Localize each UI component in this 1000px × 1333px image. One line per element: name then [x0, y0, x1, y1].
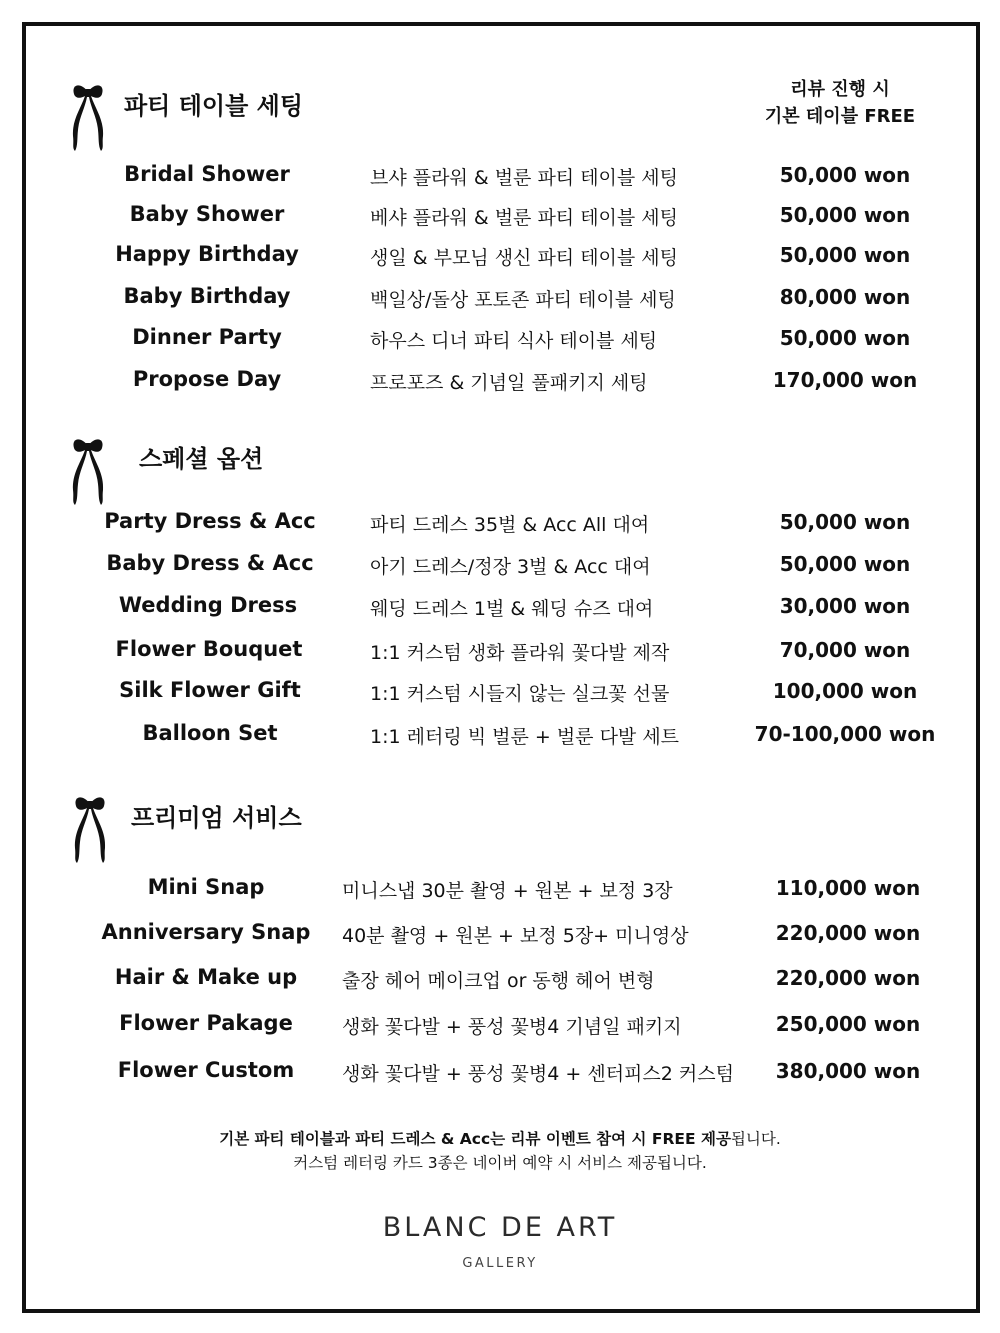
item-desc: 생화 꽃다발 + 풍성 꽃병4 + 센터피스2 커스텀 — [342, 1063, 734, 1085]
item-name: Flower Bouquet — [115, 637, 303, 661]
menu-row — [0, 875, 1000, 907]
section-special-options — [66, 434, 110, 506]
section-title: 파티 테이블 세팅 — [124, 92, 303, 120]
item-desc: 미니스냅 30분 촬영 + 원본 + 보정 3장 — [342, 880, 673, 902]
item-desc: 웨딩 드레스 1벌 & 웨딩 슈즈 대여 — [370, 598, 654, 620]
item-price: 50,000 won — [779, 163, 911, 187]
item-name: Wedding Dress — [118, 593, 298, 617]
item-price: 220,000 won — [775, 921, 921, 945]
footer-note-1-rest: 됩니다. — [730, 1130, 781, 1148]
item-name: Baby Shower — [129, 202, 285, 226]
item-price: 50,000 won — [779, 510, 911, 534]
item-name: Flower Pakage — [119, 1011, 293, 1035]
item-name: Baby Birthday — [123, 284, 291, 308]
item-name: Hair & Make up — [114, 965, 298, 989]
free-note-line2: 기본 테이블 FREE — [764, 106, 916, 127]
menu-row — [0, 593, 1000, 625]
footer-note-1 — [0, 1127, 1000, 1149]
section-title: 스페셜 옵션 — [139, 445, 264, 473]
menu-row — [0, 1011, 1000, 1043]
brand-name: BLANC DE ART — [382, 1212, 618, 1243]
item-price: 380,000 won — [775, 1059, 921, 1083]
item-desc: 프로포즈 & 기념일 풀패키지 세팅 — [370, 372, 648, 394]
item-desc: 아기 드레스/정장 3벌 & Acc 대여 — [370, 556, 651, 578]
ribbon-bow-icon — [66, 80, 110, 152]
menu-row — [0, 721, 1000, 753]
item-name: Bridal Shower — [124, 162, 290, 186]
section-title: 프리미엄 서비스 — [131, 804, 302, 832]
item-desc: 파티 드레스 35벌 & Acc All 대여 — [370, 514, 650, 536]
free-note — [740, 76, 940, 130]
menu-row — [0, 1058, 1000, 1090]
item-desc: 1:1 레터링 빅 벌룬 + 벌룬 다발 세트 — [370, 726, 680, 748]
item-desc: 출장 헤어 메이크업 or 동행 헤어 변형 — [342, 970, 655, 992]
section-party-table — [66, 80, 110, 152]
item-price: 250,000 won — [775, 1012, 921, 1036]
item-price: 50,000 won — [779, 326, 911, 350]
footer-note-1-bold: 기본 파티 테이블과 파티 드레스 & Acc는 리뷰 이벤트 참여 시 FREE 제공 — [219, 1130, 731, 1148]
menu-row — [0, 162, 1000, 194]
item-desc: 1:1 커스텀 시들지 않는 실크꽃 선물 — [370, 683, 670, 705]
item-desc: 생일 & 부모님 생신 파티 테이블 세팅 — [370, 247, 679, 269]
item-price: 80,000 won — [779, 285, 911, 309]
menu-row — [0, 637, 1000, 669]
menu-row — [0, 284, 1000, 316]
item-name: Flower Custom — [117, 1058, 295, 1082]
free-note-line1: 리뷰 진행 시 — [790, 79, 890, 100]
menu-row — [0, 367, 1000, 399]
item-price: 220,000 won — [775, 966, 921, 990]
item-desc: 베샤 플라워 & 벌룬 파티 테이블 세팅 — [370, 207, 679, 229]
brand-sub: GALLERY — [462, 1256, 538, 1271]
item-name: Mini Snap — [147, 875, 265, 899]
item-desc: 생화 꽃다발 + 풍성 꽃병4 기념일 패키지 — [342, 1016, 682, 1038]
ribbon-bow-icon — [68, 792, 112, 864]
item-desc: 40분 촬영 + 원본 + 보정 5장+ 미니영상 — [342, 925, 689, 947]
item-price: 50,000 won — [779, 203, 911, 227]
section-premium-service — [68, 792, 112, 864]
item-price: 50,000 won — [779, 552, 911, 576]
item-name: Party Dress & Acc — [104, 509, 316, 533]
item-price: 100,000 won — [772, 679, 918, 703]
item-name: Silk Flower Gift — [119, 678, 301, 702]
item-price: 70-100,000 won — [754, 722, 936, 746]
item-name: Happy Birthday — [115, 242, 299, 266]
item-desc: 하우스 디너 파티 식사 테이블 세팅 — [370, 330, 658, 352]
item-name: Dinner Party — [132, 325, 282, 349]
item-price: 170,000 won — [772, 368, 918, 392]
menu-row — [0, 325, 1000, 357]
item-desc: 브샤 플라워 & 벌룬 파티 테이블 세팅 — [370, 167, 679, 189]
menu-row — [0, 551, 1000, 583]
item-name: Anniversary Snap — [101, 920, 311, 944]
item-name: Baby Dress & Acc — [106, 551, 314, 575]
item-price: 30,000 won — [779, 594, 911, 618]
menu-row — [0, 509, 1000, 541]
item-name: Balloon Set — [142, 721, 278, 745]
menu-row — [0, 242, 1000, 274]
item-price: 110,000 won — [775, 876, 921, 900]
menu-row — [0, 678, 1000, 710]
footer-note-2: 커스텀 레터링 카드 3종은 네이버 예약 시 서비스 제공됩니다. — [293, 1154, 707, 1172]
menu-row — [0, 965, 1000, 997]
item-price: 70,000 won — [779, 638, 911, 662]
ribbon-bow-icon — [66, 434, 110, 506]
item-name: Propose Day — [132, 367, 282, 391]
menu-row — [0, 202, 1000, 234]
item-price: 50,000 won — [779, 243, 911, 267]
menu-row — [0, 920, 1000, 952]
item-desc: 백일상/돌상 포토존 파티 테이블 세팅 — [370, 289, 676, 311]
item-desc: 1:1 커스텀 생화 플라워 꽃다발 제작 — [370, 642, 670, 664]
